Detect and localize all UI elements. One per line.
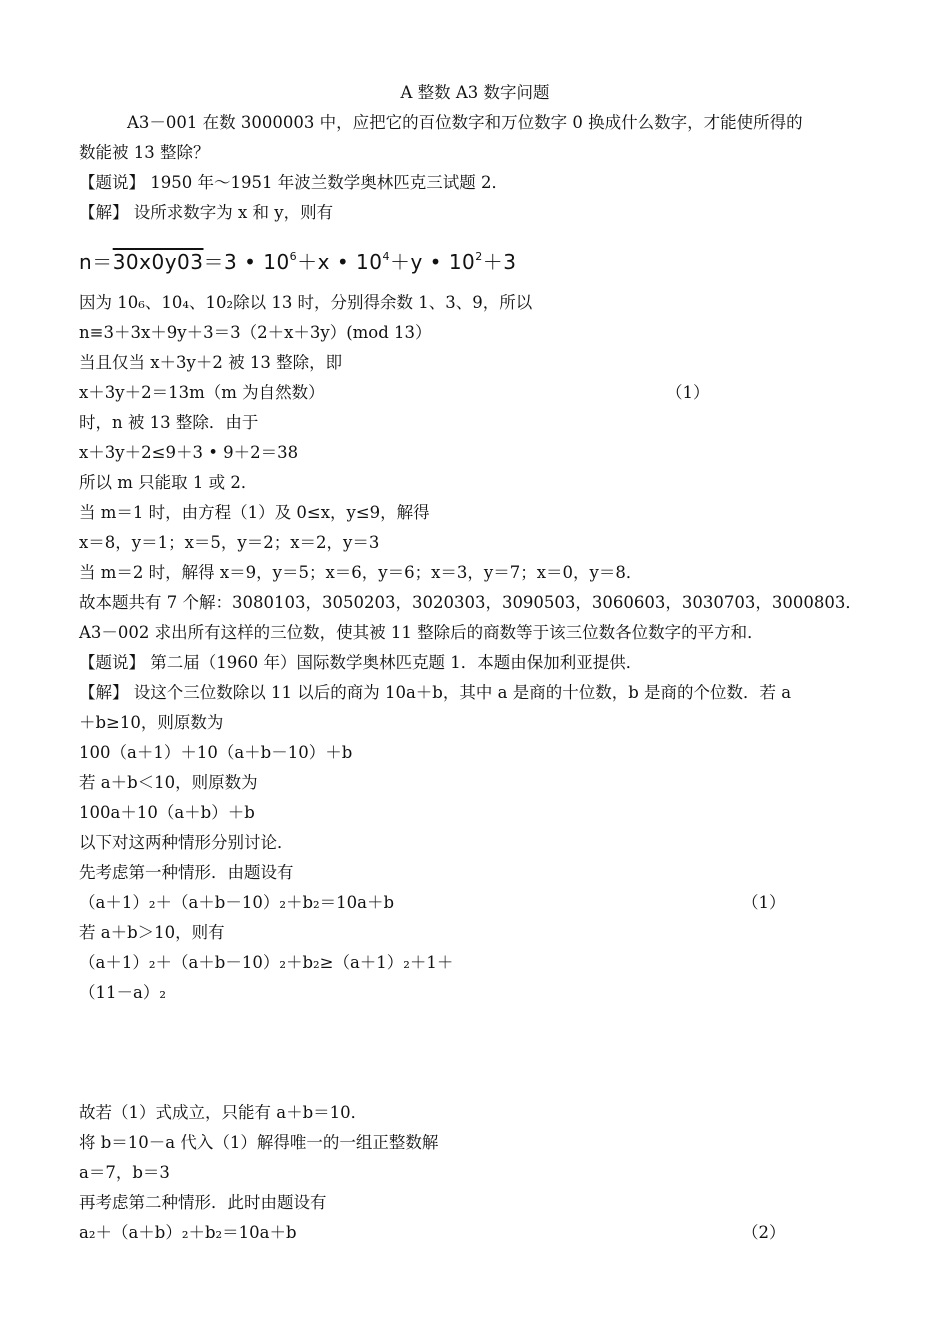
equation-number: （1）: [666, 383, 710, 402]
text-line: 时，n 被 13 整除．由于: [79, 413, 259, 432]
text-line: 先考虑第一种情形．由题设有: [79, 863, 294, 882]
text-line: 故若（1）式成立，只能有 a＋b＝10．: [79, 1103, 368, 1122]
formula-exponent: 2: [475, 250, 483, 263]
text-line: 若 a＋b＜10，则原数为: [79, 773, 258, 792]
formula-term: ＋x • 10: [297, 250, 383, 274]
text-line: 以下对这两种情形分别讨论．: [79, 833, 294, 852]
text-line: （a＋1）₂＋（a＋b－10）₂＋b₂≥（a＋1）₂＋1＋: [79, 953, 454, 972]
text-line: 当 m＝1 时，由方程（1）及 0≤x，y≤9，解得: [79, 503, 430, 522]
problem-a3-002-statement: A3－002 求出所有这样的三位数，使其被 11 整除后的商数等于该三位数各位数字的平方和．: [79, 623, 764, 642]
formula-overline-number: 30x0y03: [112, 250, 204, 274]
solution-intro: 【解】 设这个三位数除以 11 以后的商为 10a＋b，其中 a 是商的十位数，b 是商的个位数．若 a: [79, 683, 792, 702]
text-line: x＝8，y＝1；x＝5，y＝2；x＝2，y＝3: [79, 533, 380, 552]
problem-source: 【题说】 1950 年～1951 年波兰数学奥林匹克三试题 2．: [79, 173, 508, 192]
text-line: 100a＋10（a＋b）＋b: [79, 803, 255, 822]
text-line: 所以 m 只能取 1 或 2．: [79, 473, 258, 492]
solution-intro: 【解】 设所求数字为 x 和 y，则有: [79, 203, 334, 222]
equation-number: （1）: [742, 893, 786, 912]
text-line: 当且仅当 x＋3y＋2 被 13 整除，即: [79, 353, 343, 372]
formula-term: ＋3: [482, 250, 517, 274]
page-title: A 整数 A3 数字问题: [400, 83, 550, 102]
text-line: 若 a＋b＞10，则有: [79, 923, 225, 942]
formula-term: ＋y • 10: [389, 250, 476, 274]
text-line: 再考虑第二种情形．此时由题设有: [79, 1193, 327, 1212]
text-line: 因为 10₆、10₄、10₂除以 13 时，分别得余数 1、3、9，所以: [79, 293, 533, 312]
formula-exponent: 4: [382, 250, 390, 263]
formula-term: ＝3 • 10: [203, 250, 290, 274]
text-line: 将 b＝10－a 代入（1）解得唯一的一组正整数解: [79, 1133, 439, 1152]
problem-source: 【题说】 第二届（1960 年）国际数学奥林匹克题 1．本题由保加利亚提供．: [79, 653, 643, 672]
text-line: n≡3＋3x＋9y＋3＝3（2＋x＋3y）(mod 13）: [79, 323, 432, 342]
formula-exponent: 6: [289, 250, 298, 263]
equation-line: x＋3y＋2＝13m（m 为自然数）: [79, 383, 325, 402]
text-line: x＋3y＋2≤9＋3 • 9＋2＝38: [79, 443, 299, 462]
equation-line: a₂＋（a＋b）₂＋b₂＝10a＋b: [79, 1223, 297, 1242]
problem-a3-001-statement: A3－001 在数 3000003 中，应把它的百位数字和万位数字 0 换成什么数字，才能使所得的: [127, 113, 803, 132]
text-line: （11－a）₂: [79, 983, 166, 1002]
text-line: 故本题共有 7 个解：3080103，3050203，3020303，3090503，3060603，3030703，3000803．: [79, 593, 862, 612]
text-line: ＋b≥10，则原数为: [79, 713, 224, 732]
text-line: 数能被 13 整除？: [79, 143, 210, 162]
text-line: 100（a＋1）＋10（a＋b－10）＋b: [79, 743, 353, 762]
formula-n: [79, 244, 517, 275]
equation-number: （2）: [742, 1223, 786, 1242]
equation-line: （a＋1）₂＋（a＋b－10）₂＋b₂＝10a＋b: [79, 893, 395, 912]
text-line: a＝7，b＝3: [79, 1163, 170, 1182]
formula-lhs: n＝: [79, 250, 113, 274]
text-line: 当 m＝2 时，解得 x＝9，y＝5；x＝6，y＝6；x＝3，y＝7；x＝0，y＝8．: [79, 563, 643, 582]
